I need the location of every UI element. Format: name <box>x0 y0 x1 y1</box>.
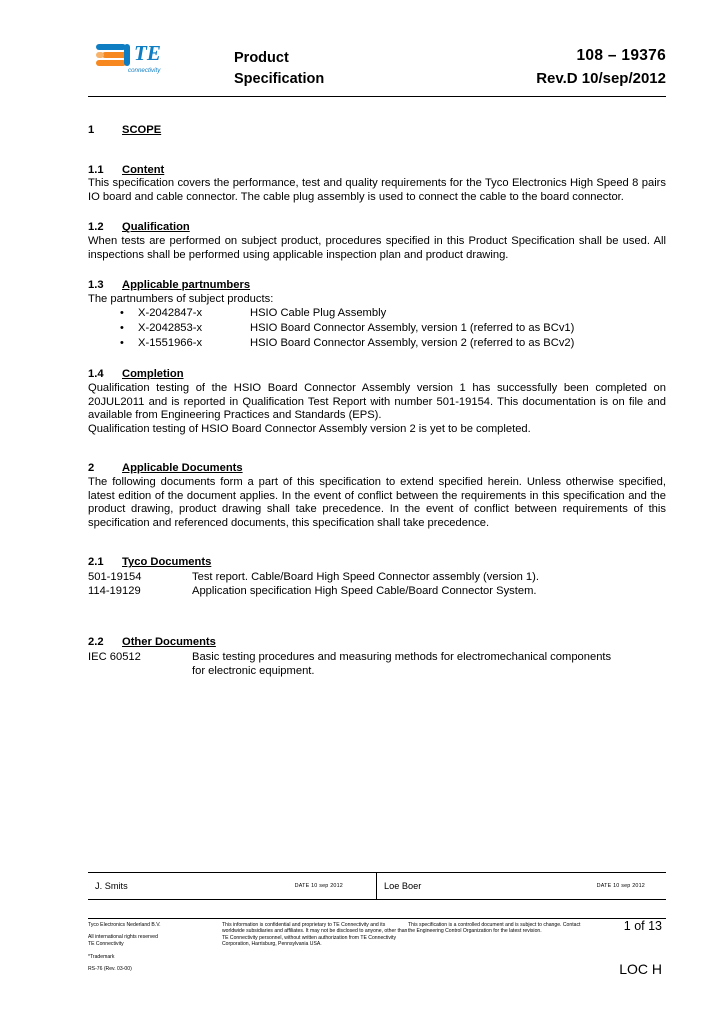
spacer <box>88 351 666 368</box>
partnumber-value: X-1551966-x <box>138 337 203 350</box>
document-reference-code: 501-19154 <box>88 570 142 583</box>
heading-scope <box>88 124 666 138</box>
bullet-icon: • <box>120 337 124 350</box>
heading-completion-title: Completion <box>122 368 184 381</box>
spacer <box>88 204 666 221</box>
header-document-type <box>234 48 324 90</box>
spacer <box>88 625 666 636</box>
legal-rights-line2: TE Connectivity <box>88 941 124 948</box>
paragraph-completion-2: Qualification testing of HSIO Board Connector Assembly version 2 is yet to be completed. <box>88 422 531 435</box>
heading-tyco-documents <box>88 556 666 570</box>
loc-indicator: LOC H <box>619 961 662 977</box>
heading-applicable-documents <box>88 462 666 476</box>
document-revision: Rev.D 10/sep/2012 <box>536 70 666 87</box>
document-reference-code: IEC 60512 <box>88 650 141 663</box>
document-reference-title: Test report. Cable/Board High Speed Connector assembly (version 1). <box>192 570 539 583</box>
heading-applicable-partnumbers-title: Applicable partnumbers <box>122 279 251 292</box>
heading-applicable-documents-title: Applicable Documents <box>122 462 243 475</box>
footer-page-block <box>586 920 666 978</box>
heading-content <box>88 164 666 178</box>
header-title-line1: Product <box>234 50 289 66</box>
paragraph-partnumbers-lead: The partnumbers of subject products: <box>88 292 274 305</box>
heading-content-number: 1.1 <box>88 163 104 176</box>
legal-footer <box>88 920 666 978</box>
document-reference-row <box>88 584 666 599</box>
heading-qualification <box>88 221 666 235</box>
approved-by-name: Loe Boer <box>384 881 422 891</box>
paragraph-applicable-documents: The following documents form a part of this specification to extend specified herein. Unless otherwise specified, latest edition of the document applies. In the event of conflict between the requirements in this specification and the product drawing, product drawing shall take precedence. In the event of conflict between requirements of this specification and referenced documents, this specification shall take precedence. <box>88 475 666 529</box>
svg-text:connectivity: connectivity <box>128 67 161 74</box>
heading-scope-number: 1 <box>88 124 95 136</box>
legal-form-code: RS-76 (Rev. 03-00) <box>88 965 132 972</box>
heading-tyco-documents-number: 2.1 <box>88 556 104 569</box>
heading-tyco-documents-title: Tyco Documents <box>122 556 212 569</box>
legal-rights-block <box>88 934 222 948</box>
document-reference-row <box>88 650 666 679</box>
spacer <box>88 436 666 462</box>
approved-by-date: DATE 10 sep 2012 <box>596 883 645 889</box>
legal-trademark-note: *Trademark <box>88 953 115 960</box>
document-reference-title: Application specification High Speed Cable/Board Connector System. <box>192 585 537 598</box>
spacer <box>88 599 666 625</box>
spacer <box>88 262 666 279</box>
heading-completion <box>88 368 666 382</box>
list-item <box>88 336 666 351</box>
heading-applicable-partnumbers <box>88 279 666 293</box>
header-title-line2: Specification <box>234 71 325 87</box>
te-connectivity-logo <box>94 34 194 80</box>
document-body <box>88 124 666 679</box>
list-item <box>88 306 666 321</box>
spacer <box>88 530 666 556</box>
legal-company-block <box>88 920 222 978</box>
partnumber-description: HSIO Board Connector Assembly, version 1 (referred to as BCv1) <box>250 322 575 335</box>
te-logo-icon <box>94 34 194 80</box>
signature-cell-approved <box>377 873 666 899</box>
bullet-icon: • <box>120 307 124 320</box>
heading-scope-title: SCOPE <box>122 124 162 136</box>
svg-text:TE: TE <box>134 41 161 65</box>
list-item <box>88 321 666 336</box>
document-reference-title-line1: Basic testing procedures and measuring methods for electromechanical components <box>192 650 612 663</box>
document-reference-code: 114-19129 <box>88 585 141 598</box>
heading-other-documents-title: Other Documents <box>122 636 216 649</box>
legal-controlled-document-notice: This specification is a controlled document and is subject to change. Contact the Engineering Control Organization for the latest revision. <box>408 922 581 935</box>
page-header <box>88 28 666 90</box>
heading-other-documents-number: 2.2 <box>88 636 104 649</box>
partnumber-value: X-2042853-x <box>138 322 203 335</box>
spacer <box>88 138 666 164</box>
partnumber-description: HSIO Board Connector Assembly, version 2 (referred to as BCv2) <box>250 337 575 350</box>
heading-qualification-number: 1.2 <box>88 221 104 234</box>
heading-applicable-documents-number: 2 <box>88 462 95 475</box>
partnumber-list <box>88 306 666 351</box>
partnumber-description: HSIO Cable Plug Assembly <box>250 307 387 320</box>
bullet-icon: • <box>120 322 124 335</box>
paragraph-content: This specification covers the performance, test and quality requirements for the Tyco Electronics High Speed 8 pairs IO board and cable connector. The cable plug assembly is used to connect the cable to the board connector. <box>88 177 666 203</box>
legal-company-name: Tyco Electronics Nederland B.V. <box>88 922 161 928</box>
signature-table <box>88 872 666 900</box>
heading-completion-number: 1.4 <box>88 368 104 381</box>
page-indicator: 1 of 13 <box>623 919 662 933</box>
heading-applicable-partnumbers-number: 1.3 <box>88 279 104 292</box>
header-divider <box>88 96 666 97</box>
partnumber-value: X-2042847-x <box>138 307 203 320</box>
document-reference-title-line2: for electronic equipment. <box>192 665 315 678</box>
legal-footer-divider <box>88 918 666 919</box>
heading-qualification-title: Qualification <box>122 221 190 234</box>
heading-other-documents <box>88 636 666 650</box>
paragraph-completion-1: Qualification testing of the HSIO Board Connector Assembly version 1 has successfully been completed on 20JUL2011 and is reported in Qualification Test Report with number 501-19154. This documentation is on file and available from Engineering Practices and Standards (EPS). <box>88 381 666 422</box>
prepared-by-name: J. Smits <box>95 881 128 891</box>
heading-content-title: Content <box>122 163 165 176</box>
header-document-identity <box>536 44 666 90</box>
paragraph-qualification: When tests are performed on subject product, procedures specified in this Product Specification shall be used. All inspections shall be performed using applicable inspection plan and product drawing. <box>88 234 666 261</box>
document-reference-row <box>88 570 666 585</box>
document-reference-title <box>192 650 666 679</box>
legal-rights-line1: All international rights reserved <box>88 934 158 941</box>
signature-cell-prepared <box>88 873 377 899</box>
legal-confidentiality-notice: This information is confidential and proprietary to TE Connectivity and its worldwide subsidiaries and affiliates. It may not be disclosed to anyone, other than TE Connectivity personnel, without written authorization from TE Connectivity Corporation, Harrisburg, Pennsylvania USA. <box>222 922 408 948</box>
document-number: 108 – 19376 <box>576 47 666 64</box>
prepared-by-date: DATE 10 sep 2012 <box>294 883 343 889</box>
